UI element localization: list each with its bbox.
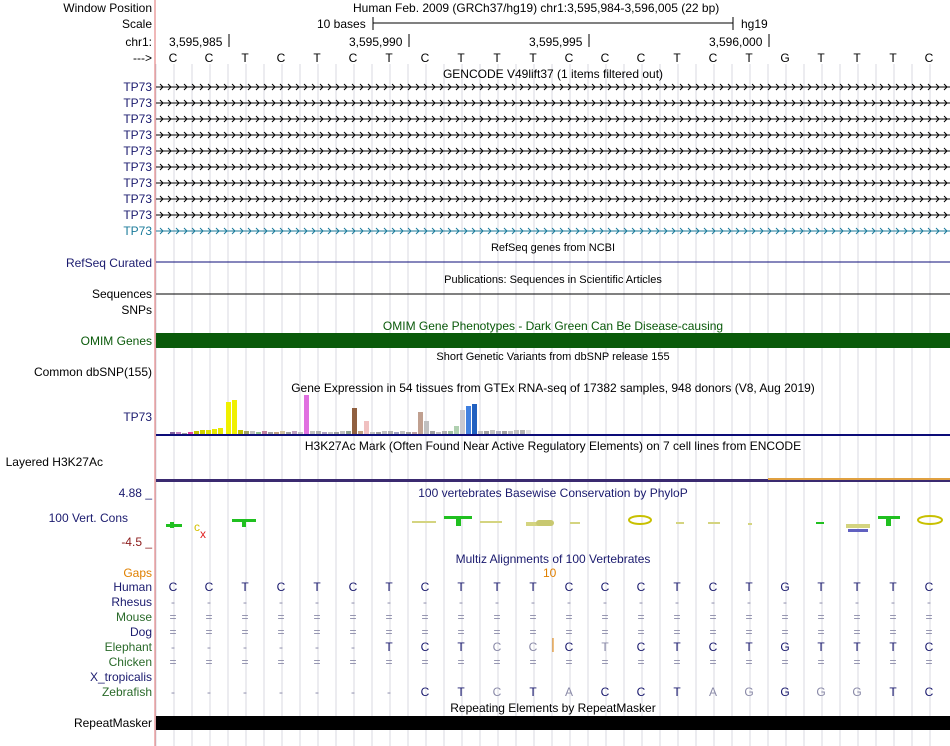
gtex-tissue-bar[interactable] <box>334 432 339 434</box>
alignment-base: C <box>708 580 718 594</box>
alignment-base: T <box>385 640 393 654</box>
alignment-base: = <box>745 655 753 669</box>
alignment-base: = <box>925 610 933 624</box>
gtex-tissue-bar[interactable] <box>226 402 231 434</box>
repeatmasker-track-title[interactable]: Repeating Elements by RepeatMasker <box>450 701 656 715</box>
strand-label: ---> <box>133 51 152 65</box>
alignment-base: C <box>636 640 646 654</box>
snps-track-label[interactable]: SNPs <box>121 303 152 317</box>
alignment-base: C <box>420 640 430 654</box>
alignment-base: - <box>279 595 283 609</box>
refseq-track-title[interactable]: RefSeq genes from NCBI <box>490 242 616 254</box>
alignment-base: = <box>601 655 609 669</box>
gtex-tissue-bar[interactable] <box>484 431 489 434</box>
alignment-base: G <box>780 685 790 699</box>
species-label[interactable]: Human <box>113 580 152 594</box>
alignment-base: T <box>889 685 897 699</box>
phylop-track-label[interactable]: 100 Vert. Cons <box>48 511 128 525</box>
alignment-base: T <box>457 640 465 654</box>
alignment-base: = <box>853 610 861 624</box>
alignment-base: - <box>207 685 211 699</box>
alignment-base: T <box>853 640 861 654</box>
alignment-base: = <box>385 610 393 624</box>
species-label[interactable]: X_tropicalis <box>89 670 152 684</box>
alignment-base: = <box>889 610 897 624</box>
alignment-base: C <box>492 685 502 699</box>
gtex-tissue-bar[interactable] <box>364 421 369 434</box>
alignment-base: = <box>637 655 645 669</box>
sequence-base: T <box>313 51 321 65</box>
sequence-base: C <box>420 51 430 65</box>
gtex-tissue-bar[interactable] <box>250 431 255 434</box>
sequence-base: C <box>276 51 286 65</box>
gtex-tissue-bar[interactable] <box>328 432 333 434</box>
h3k27ac-track-label[interactable]: Layered H3K27Ac <box>5 455 103 469</box>
gtex-tissue-bar[interactable] <box>280 431 285 434</box>
alignment-base: = <box>313 625 321 639</box>
gtex-tissue-bar[interactable] <box>454 426 459 434</box>
alignment-base: = <box>313 655 321 669</box>
alignment-base: = <box>349 625 357 639</box>
alignment-base: = <box>313 610 321 624</box>
alignment-base: - <box>279 640 283 654</box>
multiz-track-title[interactable]: Multiz Alignments of 100 Vertebrates <box>455 552 651 566</box>
alignment-base: = <box>565 610 573 624</box>
gtex-tissue-bar[interactable] <box>478 431 483 434</box>
gtex-tissue-bar[interactable] <box>188 432 193 434</box>
gtex-tissue-bar[interactable] <box>304 395 309 434</box>
alignment-base: G <box>852 685 862 699</box>
gtex-tissue-bar[interactable] <box>238 430 243 434</box>
alignment-base: = <box>205 625 213 639</box>
alignment-base: T <box>385 580 393 594</box>
alignment-base: G <box>780 580 790 594</box>
alignment-base: - <box>639 595 643 609</box>
gencode-track-title[interactable]: GENCODE V49lift37 (1 items filtered out) <box>442 67 664 81</box>
gtex-tissue-bar[interactable] <box>460 410 465 434</box>
gtex-tissue-bar[interactable] <box>376 432 381 434</box>
alignment-base: = <box>817 610 825 624</box>
gtex-tissue-bar[interactable] <box>212 429 217 434</box>
gtex-tissue-bar[interactable] <box>448 431 453 434</box>
chromosome-label: chr1: <box>125 35 152 49</box>
alignment-base: C <box>600 580 610 594</box>
alignment-base: C <box>492 640 502 654</box>
alignment-base: = <box>277 655 285 669</box>
gencode-transcript-label[interactable]: TP73 <box>123 160 152 174</box>
alignment-base: T <box>241 580 249 594</box>
gtex-tissue-bar[interactable] <box>194 431 199 434</box>
alignment-base: = <box>817 655 825 669</box>
dbsnp-track-title[interactable]: Short Genetic Variants from dbSNP release 155 <box>436 351 670 363</box>
sequence-base: T <box>385 51 393 65</box>
species-label[interactable]: Dog <box>129 625 152 639</box>
alignment-base: T <box>853 580 861 594</box>
species-label[interactable]: Mouse <box>115 610 152 624</box>
gtex-tissue-bar[interactable] <box>412 432 417 434</box>
alignment-base: = <box>889 625 897 639</box>
alignment-base: = <box>421 625 429 639</box>
sequence-base: C <box>708 51 718 65</box>
gtex-tissue-bar[interactable] <box>514 430 519 434</box>
alignment-base: T <box>601 640 609 654</box>
gtex-tissue-bar[interactable] <box>472 404 477 434</box>
sequence-base: C <box>204 51 214 65</box>
sequence-base: T <box>529 51 537 65</box>
coord-tick-label: 3,595,995 <box>529 35 583 49</box>
alignment-base: C <box>564 580 574 594</box>
repeatmasker-track-label[interactable]: RepeatMasker <box>73 716 152 730</box>
alignment-base: = <box>565 625 573 639</box>
alignment-base: C <box>276 580 286 594</box>
alignment-base: - <box>531 595 535 609</box>
gencode-transcript-label[interactable]: TP73 <box>123 96 152 110</box>
scale-db: hg19 <box>741 17 768 31</box>
gtex-tissue-bar[interactable] <box>200 430 205 434</box>
alignment-base: - <box>711 595 715 609</box>
alignment-base: = <box>673 610 681 624</box>
sequence-base: C <box>348 51 358 65</box>
alignment-base: = <box>781 655 789 669</box>
alignment-base: A <box>708 685 717 699</box>
alignment-base: T <box>673 640 681 654</box>
alignment-base: T <box>817 580 825 594</box>
alignment-base: T <box>493 580 501 594</box>
omim-track-title[interactable]: OMIM Gene Phenotypes - Dark Green Can Be Disease-causing <box>382 319 724 333</box>
alignment-base: = <box>745 625 753 639</box>
gtex-tissue-bar[interactable] <box>496 431 501 434</box>
phylop-track-title[interactable]: 100 vertebrates Basewise Conservation by PhyloP <box>418 486 688 500</box>
gencode-transcript-label[interactable]: TP73 <box>123 128 152 142</box>
sequence-base: T <box>853 51 861 65</box>
alignment-base: = <box>529 655 537 669</box>
alignment-base: = <box>709 610 717 624</box>
gtex-tissue-bar[interactable] <box>358 431 363 434</box>
gtex-tissue-bar[interactable] <box>400 431 405 434</box>
gtex-tissue-bar[interactable] <box>370 432 375 434</box>
sequences-track-label[interactable]: Sequences <box>91 287 152 301</box>
gtex-tissue-bar[interactable] <box>176 432 181 434</box>
gtex-tissue-bar[interactable] <box>244 431 249 434</box>
species-label[interactable]: Chicken <box>108 655 152 669</box>
alignment-base: = <box>493 625 501 639</box>
alignment-base: G <box>744 685 754 699</box>
alignment-base: = <box>817 625 825 639</box>
alignment-base: C <box>420 685 430 699</box>
gtex-tissue-bar[interactable] <box>274 432 279 434</box>
svg-text:c: c <box>194 520 200 534</box>
alignment-base: - <box>351 685 355 699</box>
gtex-tissue-bar[interactable] <box>502 431 507 434</box>
gtex-tissue-bar[interactable] <box>394 432 399 434</box>
gtex-tissue-bar[interactable] <box>352 408 357 434</box>
alignment-base: = <box>241 610 249 624</box>
alignment-base: = <box>925 625 933 639</box>
publications-track-title[interactable]: Publications: Sequences in Scientific Articles <box>444 274 662 286</box>
alignment-base: = <box>709 625 717 639</box>
alignment-base: - <box>279 685 283 699</box>
alignment-base: = <box>745 610 753 624</box>
alignment-base: T <box>673 580 681 594</box>
scale-text: 10 bases <box>317 17 366 31</box>
alignment-base: G <box>780 640 790 654</box>
sequence-base: T <box>457 51 465 65</box>
gtex-tissue-bar[interactable] <box>466 406 471 434</box>
alignment-base: - <box>819 595 823 609</box>
alignment-base: = <box>709 655 717 669</box>
alignment-base: T <box>529 685 537 699</box>
gtex-tissue-bar[interactable] <box>424 421 429 434</box>
sequence-base: C <box>636 51 646 65</box>
alignment-base: - <box>783 595 787 609</box>
alignment-base: - <box>567 595 571 609</box>
alignment-base: C <box>600 685 610 699</box>
gaps-label: Gaps <box>123 566 152 580</box>
alignment-base: C <box>924 640 934 654</box>
alignment-base: C <box>924 685 934 699</box>
gtex-tissue-bar[interactable] <box>206 430 211 434</box>
alignment-base: C <box>348 580 358 594</box>
gencode-transcript-label[interactable]: TP73 <box>123 208 152 222</box>
species-label[interactable]: Rhesus <box>111 595 152 609</box>
gencode-transcript-label[interactable]: TP73 <box>123 192 152 206</box>
alignment-base: = <box>421 655 429 669</box>
alignment-base: = <box>637 610 645 624</box>
alignment-base: T <box>673 685 681 699</box>
alignment-base: = <box>781 625 789 639</box>
assembly-position-text[interactable]: Human Feb. 2009 (GRCh37/hg19) chr1:3,595,984-3,596,005 (22 bp) <box>353 1 720 15</box>
alignment-base: - <box>243 685 247 699</box>
alignment-base: = <box>493 655 501 669</box>
alignment-base: C <box>564 640 574 654</box>
refseq-track-label[interactable]: RefSeq Curated <box>65 256 152 270</box>
alignment-base: - <box>207 595 211 609</box>
gtex-tissue-bar[interactable] <box>232 400 237 434</box>
alignment-base: = <box>853 655 861 669</box>
gtex-tissue-bar[interactable] <box>382 431 387 434</box>
sequence-base: T <box>673 51 681 65</box>
alignment-base: = <box>673 625 681 639</box>
alignment-base: T <box>457 685 465 699</box>
alignment-base: = <box>169 610 177 624</box>
alignment-base: = <box>241 655 249 669</box>
alignment-base: G <box>816 685 826 699</box>
alignment-base: - <box>171 595 175 609</box>
alignment-base: - <box>351 595 355 609</box>
alignment-base: = <box>601 610 609 624</box>
sequence-base: T <box>241 51 249 65</box>
alignment-base: = <box>349 655 357 669</box>
gtex-tissue-bar[interactable] <box>286 432 291 434</box>
alignment-base: - <box>315 640 319 654</box>
coord-tick-label: 3,596,000 <box>709 35 763 49</box>
gtex-tissue-bar[interactable] <box>490 430 495 434</box>
alignment-base: = <box>781 610 789 624</box>
sequence-base: T <box>889 51 897 65</box>
alignment-base: = <box>457 610 465 624</box>
alignment-base: - <box>243 640 247 654</box>
alignment-base: = <box>673 655 681 669</box>
gtex-tissue-bar[interactable] <box>218 428 223 434</box>
alignment-base: = <box>529 610 537 624</box>
alignment-base: C <box>168 580 178 594</box>
gtex-tissue-bar[interactable] <box>292 431 297 434</box>
alignment-base: - <box>171 640 175 654</box>
gencode-transcript-label[interactable]: TP73 <box>123 176 152 190</box>
alignment-base: = <box>277 610 285 624</box>
alignment-base: = <box>889 655 897 669</box>
alignment-base: = <box>169 625 177 639</box>
alignment-base: - <box>927 595 931 609</box>
coord-tick-label: 3,595,990 <box>349 35 403 49</box>
gencode-transcript-label[interactable]: TP73 <box>123 112 152 126</box>
gtex-track-title[interactable]: Gene Expression in 54 tissues from GTEx RNA-seq of 17382 samples, 948 donors (V8, Aug 2019) <box>291 381 815 395</box>
alignment-base: = <box>853 625 861 639</box>
gtex-tissue-bar[interactable] <box>268 432 273 434</box>
alignment-base: C <box>204 580 214 594</box>
sequence-base: T <box>745 51 753 65</box>
alignment-base: C <box>708 640 718 654</box>
alignment-base: T <box>745 640 753 654</box>
gtex-tissue-bar[interactable] <box>436 432 441 434</box>
alignment-base: - <box>387 595 391 609</box>
omim-track-label[interactable]: OMIM Genes <box>80 334 152 348</box>
gtex-tissue-bar[interactable] <box>442 431 447 434</box>
window-position-label: Window Position <box>63 1 152 15</box>
alignment-base: - <box>855 595 859 609</box>
phylop-ymin-label: -4.5 _ <box>121 535 152 549</box>
gtex-tissue-bar[interactable] <box>182 433 187 434</box>
alignment-base: - <box>747 595 751 609</box>
gtex-tissue-bar[interactable] <box>508 431 513 434</box>
gtex-tissue-bar[interactable] <box>170 432 175 434</box>
gtex-tissue-bar[interactable] <box>316 431 321 434</box>
sequence-base: G <box>780 51 790 65</box>
gtex-gene-label[interactable]: TP73 <box>123 410 152 424</box>
alignment-base: = <box>205 655 213 669</box>
alignment-base: - <box>171 685 175 699</box>
gtex-tissue-bar[interactable] <box>418 412 423 434</box>
alignment-base: - <box>315 685 319 699</box>
coord-tick-label: 3,595,985 <box>169 35 223 49</box>
gtex-tissue-bar[interactable] <box>262 431 267 434</box>
scale-label: Scale <box>121 17 152 31</box>
gtex-tissue-bar[interactable] <box>526 430 531 434</box>
alignment-base: - <box>351 640 355 654</box>
gtex-tissue-bar[interactable] <box>346 431 351 434</box>
alignment-base: T <box>817 640 825 654</box>
species-label[interactable]: Elephant <box>104 640 152 654</box>
gtex-tissue-bar[interactable] <box>298 432 303 434</box>
gencode-transcript-label[interactable]: TP73 <box>123 224 152 238</box>
alignment-base: = <box>385 655 393 669</box>
alignment-base: = <box>169 655 177 669</box>
gtex-tissue-bar[interactable] <box>322 432 327 434</box>
alignment-base: - <box>495 595 499 609</box>
alignment-base: = <box>241 625 249 639</box>
alignment-base: = <box>205 610 213 624</box>
species-label[interactable]: Zebrafish <box>101 685 152 699</box>
alignment-base: = <box>277 625 285 639</box>
alignment-base: - <box>891 595 895 609</box>
gap-position-label: 10 <box>543 566 557 580</box>
sequence-base: C <box>600 51 610 65</box>
gencode-transcript-label[interactable]: TP73 <box>123 80 152 94</box>
alignment-base: = <box>565 655 573 669</box>
alignment-base: = <box>457 625 465 639</box>
alignment-base: - <box>387 685 391 699</box>
sequence-base: C <box>564 51 574 65</box>
alignment-base: - <box>459 595 463 609</box>
phylop-ymax-label: 4.88 _ <box>118 486 152 500</box>
alignment-base: T <box>889 640 897 654</box>
alignment-base: T <box>745 580 753 594</box>
gtex-tissue-bar[interactable] <box>256 432 261 434</box>
alignment-base: - <box>315 595 319 609</box>
sequence-base: T <box>817 51 825 65</box>
h3k27ac-track-title[interactable]: H3K27Ac Mark (Often Found Near Active Regulatory Elements) on 7 cell lines from ENCODE <box>304 439 802 453</box>
alignment-base: = <box>421 610 429 624</box>
sequence-base: C <box>168 51 178 65</box>
alignment-base: = <box>385 625 393 639</box>
alignment-base: T <box>529 580 537 594</box>
alignment-base: A <box>564 685 573 699</box>
alignment-base: T <box>889 580 897 594</box>
gencode-transcript-label[interactable]: TP73 <box>123 144 152 158</box>
dbsnp-track-label[interactable]: Common dbSNP(155) <box>33 365 152 379</box>
gtex-tissue-bar[interactable] <box>406 432 411 434</box>
alignment-base: - <box>603 595 607 609</box>
svg-text:x: x <box>200 527 206 541</box>
alignment-base: - <box>423 595 427 609</box>
alignment-base: = <box>529 625 537 639</box>
alignment-base: - <box>207 640 211 654</box>
sequence-base: C <box>924 51 934 65</box>
alignment-base: = <box>349 610 357 624</box>
alignment-base: C <box>636 580 646 594</box>
alignment-base: = <box>457 655 465 669</box>
alignment-base: T <box>457 580 465 594</box>
sequence-base: T <box>493 51 501 65</box>
alignment-base: = <box>637 625 645 639</box>
alignment-base: = <box>925 655 933 669</box>
alignment-base: C <box>636 685 646 699</box>
gtex-tissue-bar[interactable] <box>340 431 345 434</box>
alignment-base: T <box>313 580 321 594</box>
alignment-base: C <box>528 640 538 654</box>
alignment-base: = <box>493 610 501 624</box>
gtex-tissue-bar[interactable] <box>388 431 393 434</box>
gtex-tissue-bar[interactable] <box>520 430 525 434</box>
alignment-base: - <box>243 595 247 609</box>
alignment-base: - <box>675 595 679 609</box>
gtex-tissue-bar[interactable] <box>310 431 315 434</box>
alignment-base: = <box>601 625 609 639</box>
alignment-base: C <box>924 580 934 594</box>
gtex-tissue-bar[interactable] <box>430 431 435 434</box>
alignment-base: C <box>420 580 430 594</box>
